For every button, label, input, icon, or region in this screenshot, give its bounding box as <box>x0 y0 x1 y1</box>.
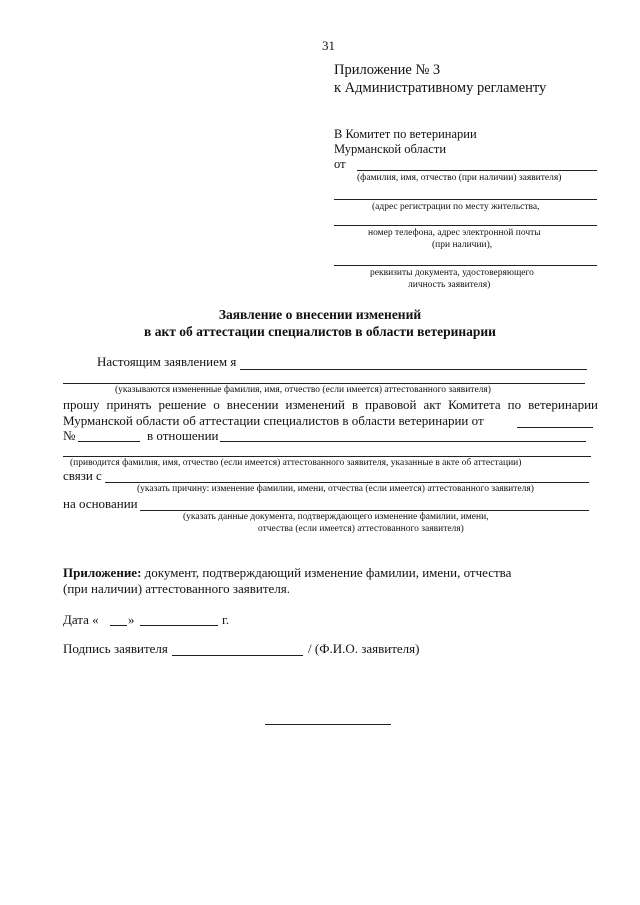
footer-divider <box>265 724 391 725</box>
annex-line-1: Приложение № 3 <box>334 62 441 78</box>
hint-phone-line-1: номер телефона, адрес электронной почты <box>368 228 541 238</box>
in-connection-label: связи с <box>63 468 102 483</box>
act-number-field[interactable] <box>78 441 140 442</box>
hint-address: (адрес регистрации по месту жительства, <box>372 202 540 212</box>
addressee-line-2: Мурманской области <box>334 142 447 156</box>
hint-reason: (указать причину: изменение фамилии, имени, отчества (если имеется) аттестованного заявителя) <box>137 484 534 494</box>
basis-label: на основании <box>63 496 138 511</box>
signature-field[interactable] <box>172 655 303 656</box>
request-line-1: прошу принять решение о внесении изменений в правовой акт Комитета по ветеринарии <box>63 397 598 412</box>
regarding-field[interactable] <box>220 441 586 442</box>
hint-basis-line-1: (указать данные документа, подтверждающего изменение фамилии, имени, <box>183 512 489 522</box>
hint-changed-name: (указываются измененные фамилия, имя, отчество (если имеется) аттестованного заявителя) <box>115 385 491 395</box>
intro-text: Настоящим заявлением я <box>97 354 237 369</box>
attachment-label: Приложение: <box>63 565 142 580</box>
hint-phone-line-2: (при наличии), <box>432 240 493 250</box>
date-year-suffix: г. <box>222 612 230 627</box>
signature-label: Подпись заявителя <box>63 641 168 656</box>
request-line-2: Мурманской области об аттестации специалистов в области ветеринарии от <box>63 413 484 428</box>
date-label: Дата « <box>63 612 99 627</box>
address-field[interactable] <box>334 199 597 200</box>
date-month-field[interactable] <box>140 625 218 626</box>
id-document-field[interactable] <box>334 265 597 266</box>
date-day-field[interactable] <box>110 625 127 626</box>
annex-line-2: к Административному регламенту <box>334 80 547 96</box>
hint-applicant-name: (фамилия, имя, отчество (при наличии) заявителя) <box>357 173 562 183</box>
applicant-intro-field[interactable] <box>240 369 587 370</box>
date-close-quote: » <box>128 612 135 627</box>
page-number: 31 <box>322 38 335 53</box>
regarding-label: в отношении <box>147 428 219 443</box>
hint-basis-line-2: отчества (если имеется) аттестованного заявителя) <box>258 524 464 534</box>
signature-suffix: / (Ф.И.О. заявителя) <box>308 641 420 656</box>
act-name-field[interactable] <box>63 456 591 457</box>
number-label: № <box>63 428 76 443</box>
reason-field[interactable] <box>105 482 589 483</box>
hint-document-line-2: личность заявителя) <box>408 280 491 290</box>
addressee-line-1: В Комитет по ветеринарии <box>334 127 477 141</box>
act-date-field[interactable] <box>517 427 593 428</box>
attachment-line-1 <box>63 565 511 581</box>
hint-document-line-1: реквизиты документа, удостоверяющего <box>370 268 534 278</box>
attachment-text-2: (при наличии) аттестованного заявителя. <box>63 581 291 596</box>
hint-act-name: (приводится фамилия, имя, отчество (если имеется) аттестованного заявителя, указанные в акте об аттестации) <box>70 458 522 468</box>
attachment-text-1: документ, подтверждающий изменение фамилии, имени, отчества <box>144 565 512 580</box>
document-title-line-1: Заявление о внесении изменений <box>218 307 422 322</box>
from-name-field[interactable] <box>357 170 597 171</box>
from-label: от <box>334 157 346 171</box>
changed-name-field[interactable] <box>63 383 585 384</box>
basis-field[interactable] <box>140 510 589 511</box>
document-title-line-2: в акт об аттестации специалистов в области ветеринарии <box>144 324 496 339</box>
contacts-field[interactable] <box>334 225 597 226</box>
